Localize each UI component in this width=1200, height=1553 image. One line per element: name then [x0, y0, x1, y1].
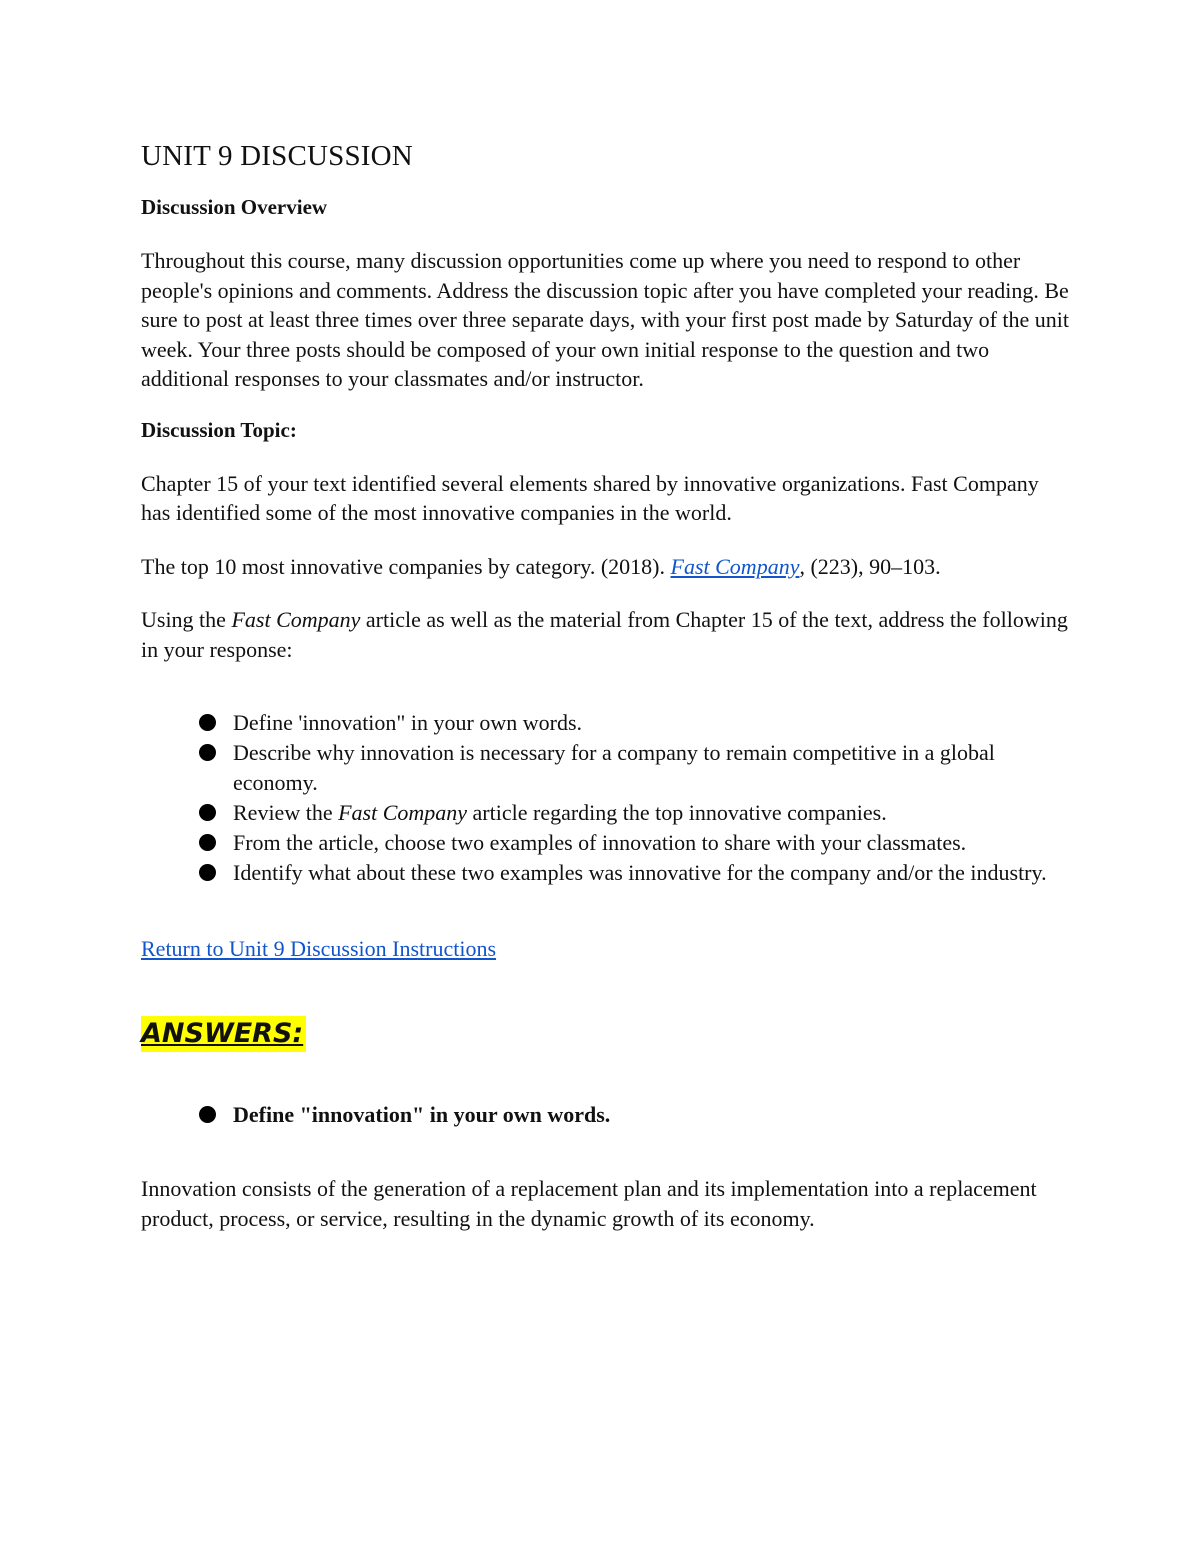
- list-item: [199, 828, 1071, 858]
- list-item: [199, 858, 1071, 888]
- topic-heading: Discussion Topic:: [141, 417, 297, 442]
- list-item-text: From the article, choose two examples of innovation to share with your classmates.: [233, 830, 967, 855]
- bullet-icon: [199, 834, 216, 851]
- instruction-paragraph: [141, 605, 1071, 664]
- bullet-icon: [199, 1106, 216, 1123]
- list-item: [199, 708, 1071, 738]
- fast-company-link[interactable]: Fast Company: [670, 553, 800, 579]
- requirements-list: [141, 708, 1071, 888]
- answers-heading: ANSWERS:: [141, 1016, 306, 1052]
- list-item-text: Describe why innovation is necessary for a company to remain competitive in a global economy.: [233, 740, 995, 795]
- citation-details: , (223), 90–103.: [799, 553, 941, 579]
- citation-paragraph: [141, 552, 1071, 582]
- document-page: [141, 140, 1071, 1257]
- bullet-icon: [199, 804, 216, 821]
- list-item: [199, 798, 1071, 828]
- list-item-italic: Fast Company: [338, 800, 468, 825]
- bullet-icon: [199, 864, 216, 881]
- return-link[interactable]: Return to Unit 9 Discussion Instructions: [141, 936, 497, 961]
- answer-paragraph: Innovation consists of the generation of a replacement plan and its implementation into a replacement product, process, or service, resulting in the dynamic growth of its economy.: [141, 1176, 1037, 1231]
- answer-list: [141, 1100, 1071, 1130]
- bullet-icon: [199, 714, 216, 731]
- list-item: [199, 1100, 1071, 1130]
- page-title: UNIT 9 DISCUSSION: [141, 140, 413, 172]
- instruction-italic: Fast Company: [231, 607, 361, 632]
- instruction-text-rest: article as well as the material from Chapter 15 of the text, address the following in your response:: [141, 607, 1068, 662]
- overview-heading: Discussion Overview: [141, 195, 328, 219]
- list-item-text: Review the: [233, 800, 339, 825]
- overview-paragraph: Throughout this course, many discussion opportunities come up where you need to respond to other people's opinions and comments. Address the discussion topic after you have completed your reading. Be sure to post at least three times over three separate days, with your first post made by Saturday of the unit week. Your three posts should be composed of your own initial response to the question and two additional responses to your classmates and/or instructor.: [141, 248, 1070, 391]
- list-item: [199, 738, 1071, 798]
- list-item-text: Identify what about these two examples was innovative for the company and/or the industry.: [233, 860, 1047, 885]
- topic-paragraph: Chapter 15 of your text identified several elements shared by innovative organizations. Fast Company has identified some of the most innovative companies in the world.: [141, 470, 1039, 525]
- list-item-text-rest: article regarding the top innovative companies.: [467, 800, 887, 825]
- citation-text: The top 10 most innovative companies by category. (2018).: [141, 553, 671, 579]
- list-item-text: Define 'innovation" in your own words.: [233, 710, 583, 735]
- answer-question: Define "innovation" in your own words.: [233, 1102, 611, 1127]
- instruction-text: Using the: [141, 607, 232, 632]
- answers-section: [141, 1016, 1071, 1052]
- bullet-icon: [199, 744, 216, 761]
